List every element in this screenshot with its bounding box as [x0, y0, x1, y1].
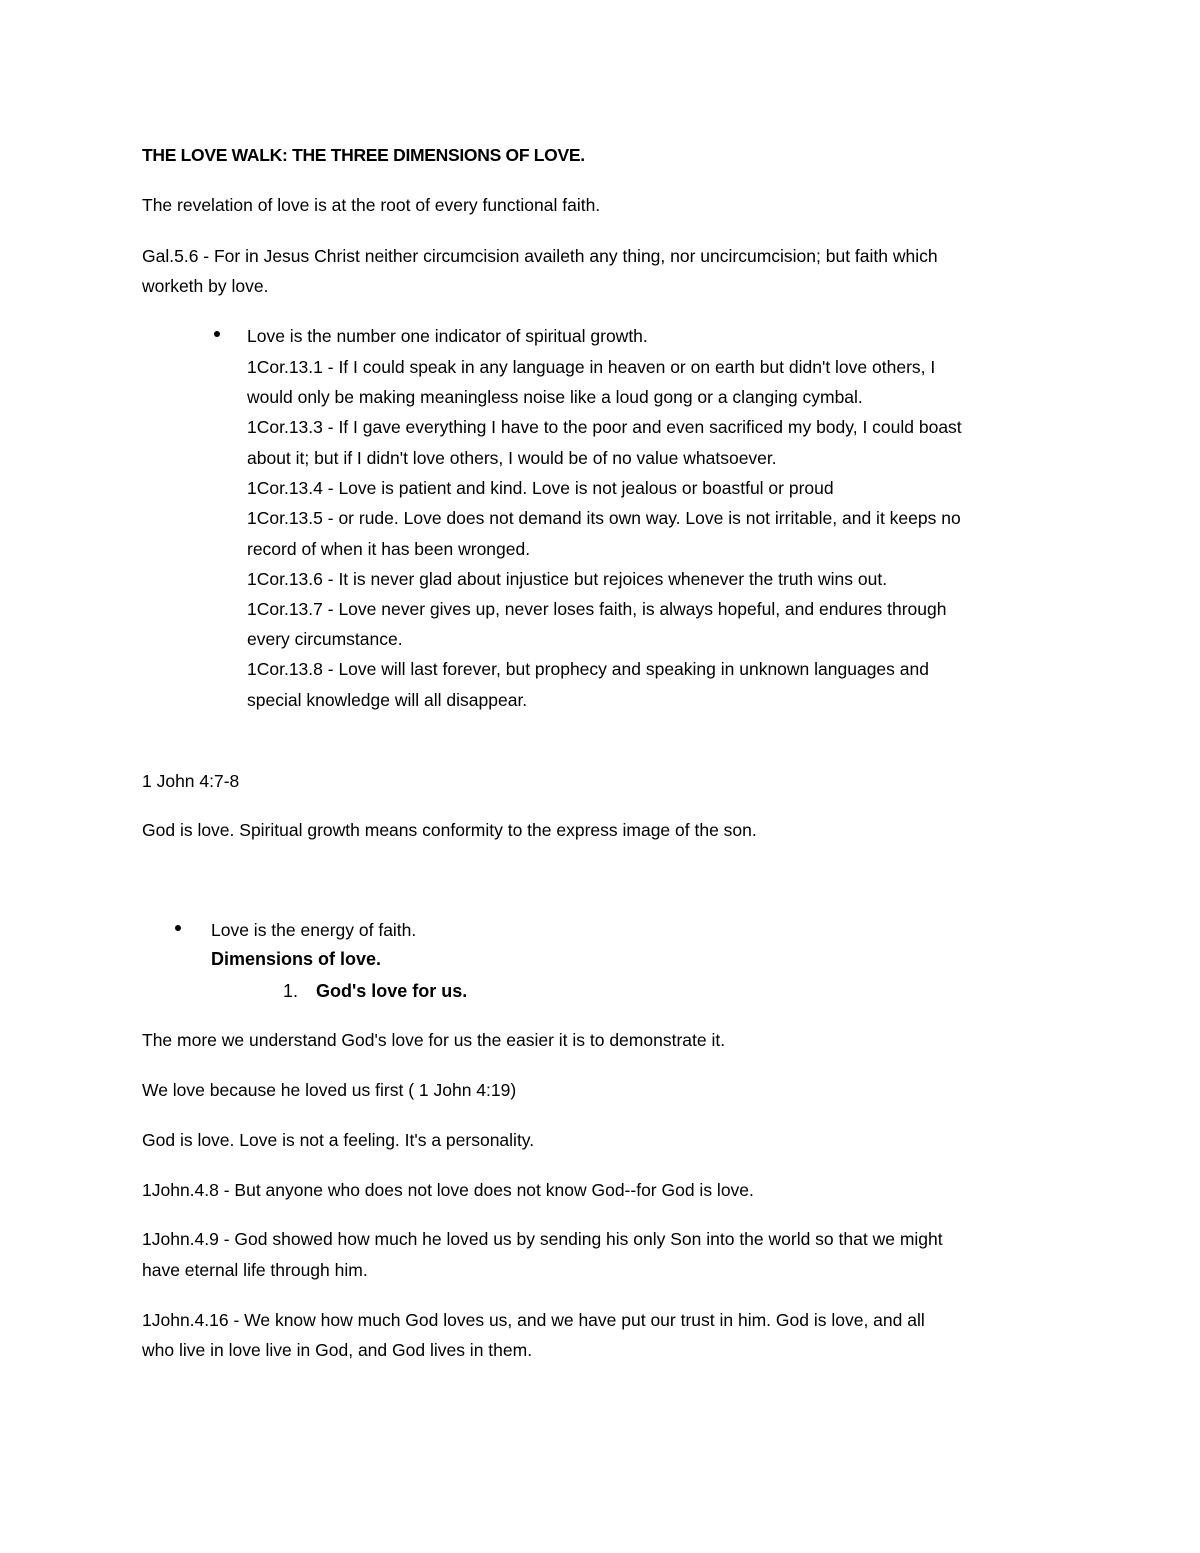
verse-line: would only be making meaningless noise like a loud gong or a clanging cymbal.	[247, 387, 863, 407]
numbered-item-gods-love: God's love for us.	[316, 981, 468, 1001]
god-is-love-text: God is love. Spiritual growth means conformity to the express image of the son.	[142, 820, 757, 840]
verse-line: every circumstance.	[247, 629, 403, 649]
verse-line: record of when it has been wronged.	[247, 539, 531, 559]
paragraph: 1John.4.8 - But anyone who does not love does not know God--for God is love.	[142, 1180, 754, 1200]
john-reference: 1 John 4:7-8	[142, 771, 240, 791]
numbered-marker: 1.	[283, 981, 299, 1001]
verse-line: 1Cor.13.4 - Love is patient and kind. Love is not jealous or boastful or proud	[247, 478, 834, 498]
dimensions-heading: Dimensions of love.	[211, 949, 382, 969]
john-4-9-line-2: have eternal life through him.	[142, 1260, 368, 1280]
gal-verse-line-2: worketh by love.	[142, 276, 269, 296]
verse-line: 1Cor.13.7 - Love never gives up, never loses faith, is always hopeful, and endures through	[247, 599, 947, 619]
john-4-16-line-2: who live in love live in God, and God lives in them.	[142, 1340, 533, 1360]
bullet-point-icon	[175, 925, 181, 931]
paragraph: God is love. Love is not a feeling. It's a personality.	[142, 1130, 535, 1150]
paragraph: We love because he loved us first ( 1 John 4:19)	[142, 1080, 517, 1100]
john-4-9-line-1: 1John.4.9 - God showed how much he loved us by sending his only Son into the world so that we might	[142, 1229, 943, 1249]
bullet-point-icon	[214, 331, 220, 337]
verse-line: 1Cor.13.5 - or rude. Love does not demand its own way. Love is not irritable, and it keeps no	[247, 508, 961, 528]
verse-line: 1Cor.13.6 - It is never glad about injustice but rejoices whenever the truth wins out.	[247, 569, 888, 589]
verse-line: about it; but if I didn't love others, I would be of no value whatsoever.	[247, 448, 777, 468]
document-title: THE LOVE WALK: THE THREE DIMENSIONS OF LOVE.	[142, 145, 585, 165]
paragraph: The more we understand God's love for us the easier it is to demonstrate it.	[142, 1030, 726, 1050]
john-4-16-line-1: 1John.4.16 - We know how much God loves us, and we have put our trust in him. God is love, and all	[142, 1310, 925, 1330]
bullet-heading-spiritual-growth: Love is the number one indicator of spiritual growth.	[247, 326, 648, 346]
verse-line: 1Cor.13.1 - If I could speak in any language in heaven or on earth but didn't love others, I	[247, 357, 936, 377]
bullet-heading-energy-of-faith: Love is the energy of faith.	[211, 920, 417, 940]
verse-line: 1Cor.13.3 - If I gave everything I have to the poor and even sacrificed my body, I could boast	[247, 417, 962, 437]
verse-line: special knowledge will all disappear.	[247, 690, 528, 710]
gal-verse-line-1: Gal.5.6 - For in Jesus Christ neither circumcision availeth any thing, nor uncircumcision; but faith which	[142, 246, 938, 266]
verse-line: 1Cor.13.8 - Love will last forever, but prophecy and speaking in unknown languages and	[247, 659, 929, 679]
intro-text: The revelation of love is at the root of every functional faith.	[142, 195, 601, 215]
